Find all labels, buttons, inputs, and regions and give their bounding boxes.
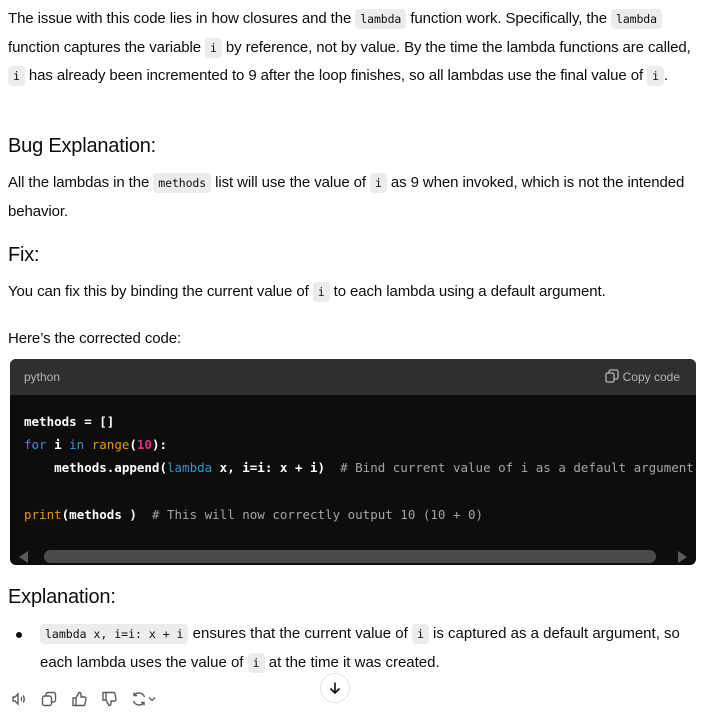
intro-paragraph: The issue with this code lies in how closures and the lambda function work. Specifically, the lambda function captures the variable i by reference, not by value. By the time the lambda functions are called, i has already been incremented to 9 after the loop finishes, so all lambdas use the final value of i .	[8, 10, 691, 84]
scroll-to-bottom-button[interactable]	[320, 673, 350, 703]
inline-code: i	[8, 66, 25, 86]
code-content	[10, 395, 696, 526]
inline-code: i	[248, 653, 265, 673]
copy-code-button[interactable]: Copy code	[605, 369, 680, 386]
code-line-3: methods.append(lambda x, i=i: x + i) # Bind current value of i as a default argument	[24, 460, 694, 476]
thumbs-up-button[interactable]	[70, 690, 88, 708]
horizontal-scrollbar[interactable]	[10, 547, 696, 565]
thumbs-up-icon	[71, 691, 87, 707]
arrow-down-icon	[328, 681, 342, 695]
bug-explanation-heading: Bug Explanation:	[8, 135, 157, 157]
regenerate-button[interactable]	[130, 690, 158, 708]
corrected-code-lead-in: Here’s the corrected code:	[8, 330, 182, 347]
thumbs-down-button[interactable]	[100, 690, 118, 708]
copy-icon	[41, 691, 57, 707]
copy-icon	[605, 369, 619, 386]
regenerate-icon	[131, 691, 147, 707]
scroll-left-arrow-icon[interactable]	[19, 551, 28, 563]
fix-heading: Fix:	[8, 244, 40, 266]
code-line-1: methods = []	[24, 414, 115, 429]
inline-code: lambda	[355, 9, 406, 29]
code-block-header	[10, 359, 696, 395]
inline-code: i	[412, 624, 429, 644]
message-actions	[10, 690, 158, 708]
inline-code: i	[370, 173, 387, 193]
inline-code: lambda x, i=i: x + i	[40, 624, 188, 644]
inline-code: i	[647, 66, 664, 86]
scroll-right-arrow-icon[interactable]	[678, 551, 687, 563]
code-line-2: for i in range(10):	[24, 437, 168, 453]
inline-code: lambda	[611, 9, 662, 29]
explanation-heading: Explanation:	[8, 586, 116, 608]
code-block	[10, 359, 696, 565]
thumbs-down-icon	[101, 691, 117, 707]
scrollbar-thumb[interactable]	[44, 550, 656, 563]
read-aloud-button[interactable]	[10, 690, 28, 708]
fix-paragraph: You can fix this by binding the current value of i to each lambda using a default argument.	[8, 283, 606, 300]
copy-button[interactable]	[40, 690, 58, 708]
code-language-label: python	[24, 370, 61, 384]
inline-code: i	[313, 282, 330, 302]
explanation-list-item: lambda x, i=i: x + i ensures that the current value of i is captured as a default argument, so each lambda uses the value of i at the time it was created.	[8, 620, 698, 677]
inline-code: i	[205, 38, 222, 58]
bug-explanation-paragraph: All the lambdas in the methods list will use the value of i as 9 when invoked, which is not the intended behavior.	[8, 174, 685, 220]
bullet-icon	[16, 632, 22, 638]
chevron-down-icon	[147, 694, 157, 704]
inline-code: methods	[153, 173, 211, 193]
code-line-5: print(methods ) # This will now correctly output 10 (10 + 0)	[24, 506, 484, 522]
speaker-icon	[10, 690, 28, 708]
